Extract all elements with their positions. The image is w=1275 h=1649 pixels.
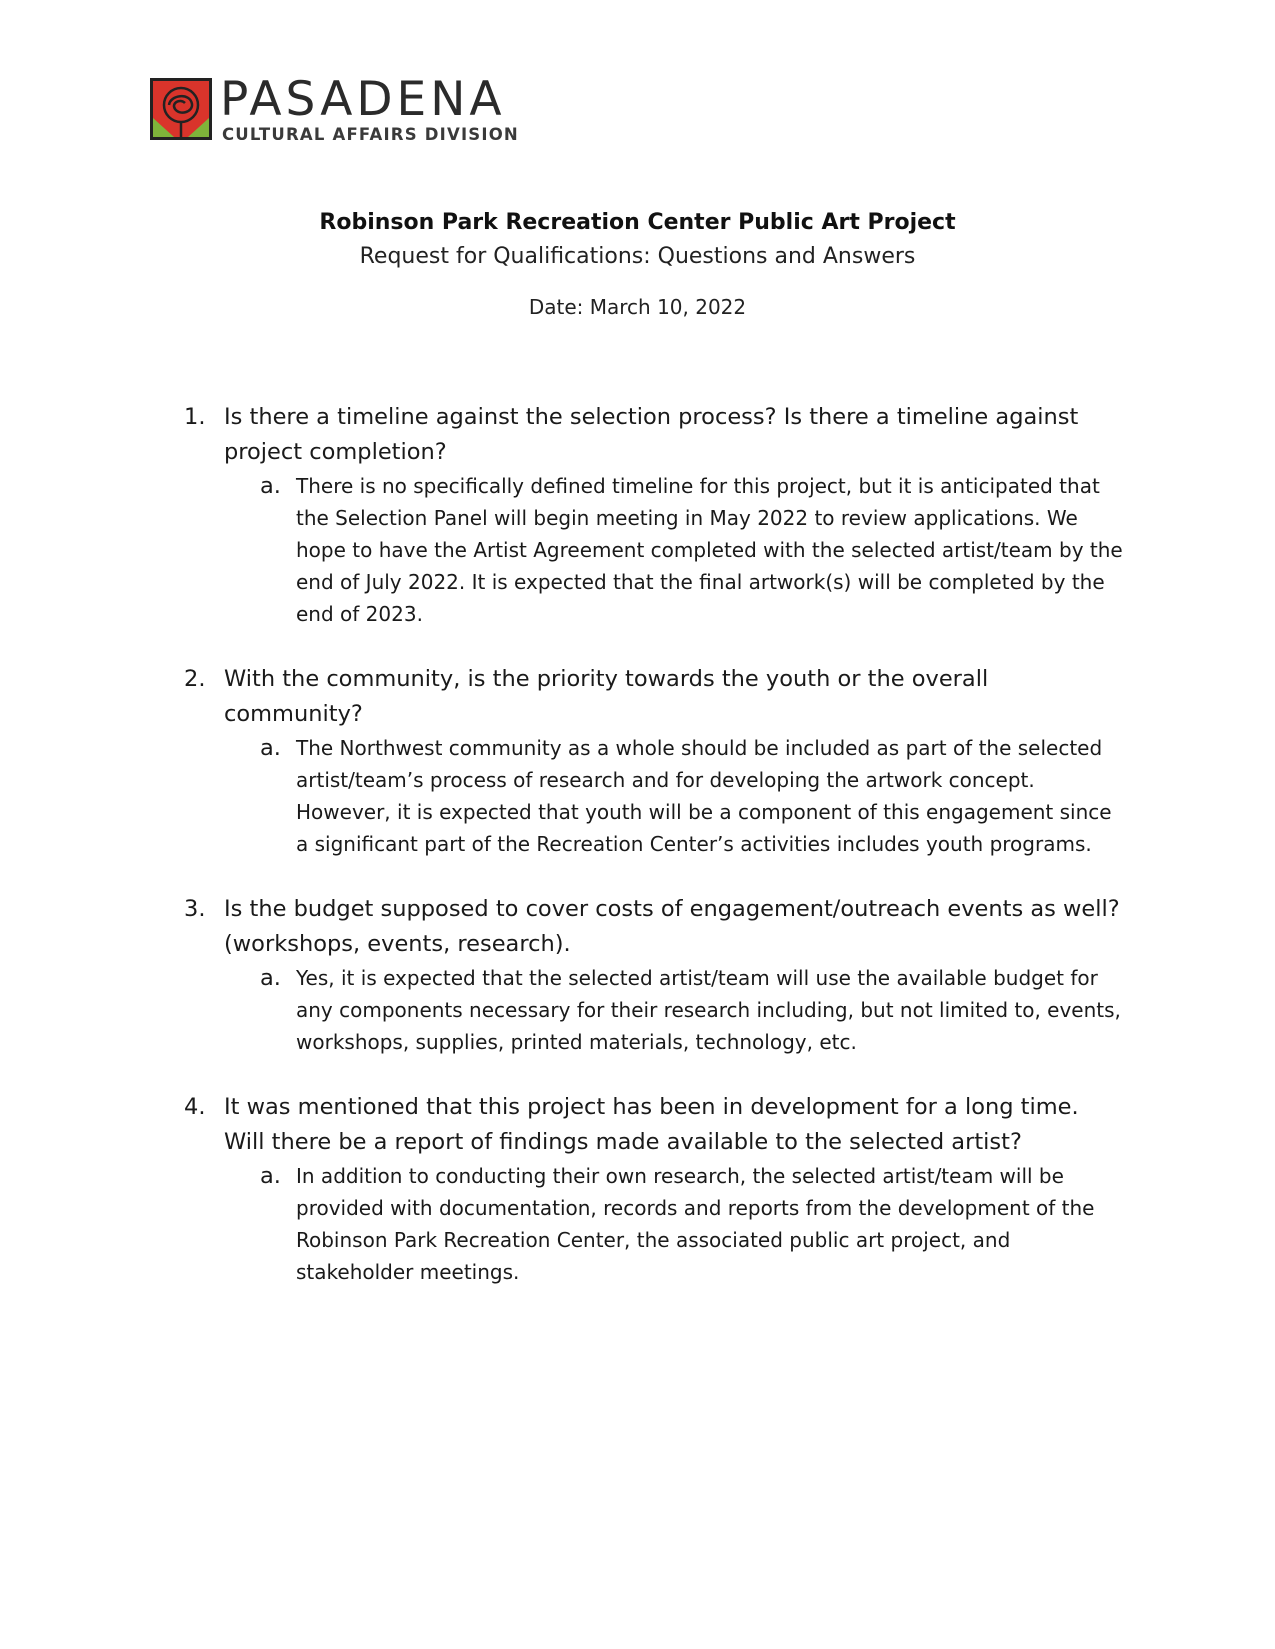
answer-text: In addition to conducting their own research, the selected artist/team will be provided with documentation, records and reports from the development of the Robinson Park Recreation Center, the associated public art project, and stakeholder meetings.: [296, 1164, 1095, 1284]
answer-text: Yes, it is expected that the selected artist/team will use the available budget for any components necessary for their research including, but not limited to, events, workshops, supplies, printed materials, technology, etc.: [296, 966, 1121, 1054]
qa-item: [184, 662, 1124, 860]
answer-letter: a.: [260, 473, 281, 499]
question-text: It was mentioned that this project has been in development for a long time. Will there be a report of findings made available to the selected artist?: [224, 1094, 1079, 1155]
answer-text: The Northwest community as a whole should be included as part of the selected artist/team’s process of research and for developing the artwork concept. However, it is expected that youth will be a component of this engagement since a significant part of the Recreation Center’s activities includes youth programs.: [296, 736, 1112, 856]
answer-letter: a.: [260, 1163, 281, 1189]
question-text: Is the budget supposed to cover costs of engagement/outreach events as well? (workshops, events, research).: [224, 896, 1120, 957]
qa-list: [184, 400, 1124, 1320]
question-number: 3.: [184, 896, 206, 922]
logo-division: CULTURAL AFFAIRS DIVISION: [222, 125, 519, 144]
document-header: [0, 206, 1275, 322]
question-number: 4.: [184, 1094, 206, 1120]
question-text: With the community, is the priority towards the youth or the overall community?: [224, 666, 989, 727]
qa-item: [184, 1090, 1124, 1288]
rose-logo-icon: [150, 78, 212, 140]
qa-item: [184, 400, 1124, 630]
question-number: 1.: [184, 404, 206, 430]
document-title: Robinson Park Recreation Center Public Art Project: [319, 210, 956, 235]
question-text: Is there a timeline against the selection process? Is there a timeline against project completion?: [224, 404, 1079, 465]
logo-wordmark: PASADENA: [220, 72, 506, 127]
document-date: Date: March 10, 2022: [528, 295, 747, 319]
qa-item: [184, 892, 1124, 1058]
question-number: 2.: [184, 666, 206, 692]
document-subtitle: Request for Qualifications: Questions and Answers: [359, 244, 916, 269]
answer-letter: a.: [260, 965, 281, 991]
answer-text: There is no specifically defined timeline for this project, but it is anticipated that the Selection Panel will begin meeting in May 2022 to review applications. We hope to have the Artist Agreement completed with the selected artist/team by the end of July 2022. It is expected that the final artwork(s) will be completed by the end of 2023.: [296, 474, 1123, 626]
pasadena-logo: [150, 72, 519, 144]
answer-letter: a.: [260, 735, 281, 761]
